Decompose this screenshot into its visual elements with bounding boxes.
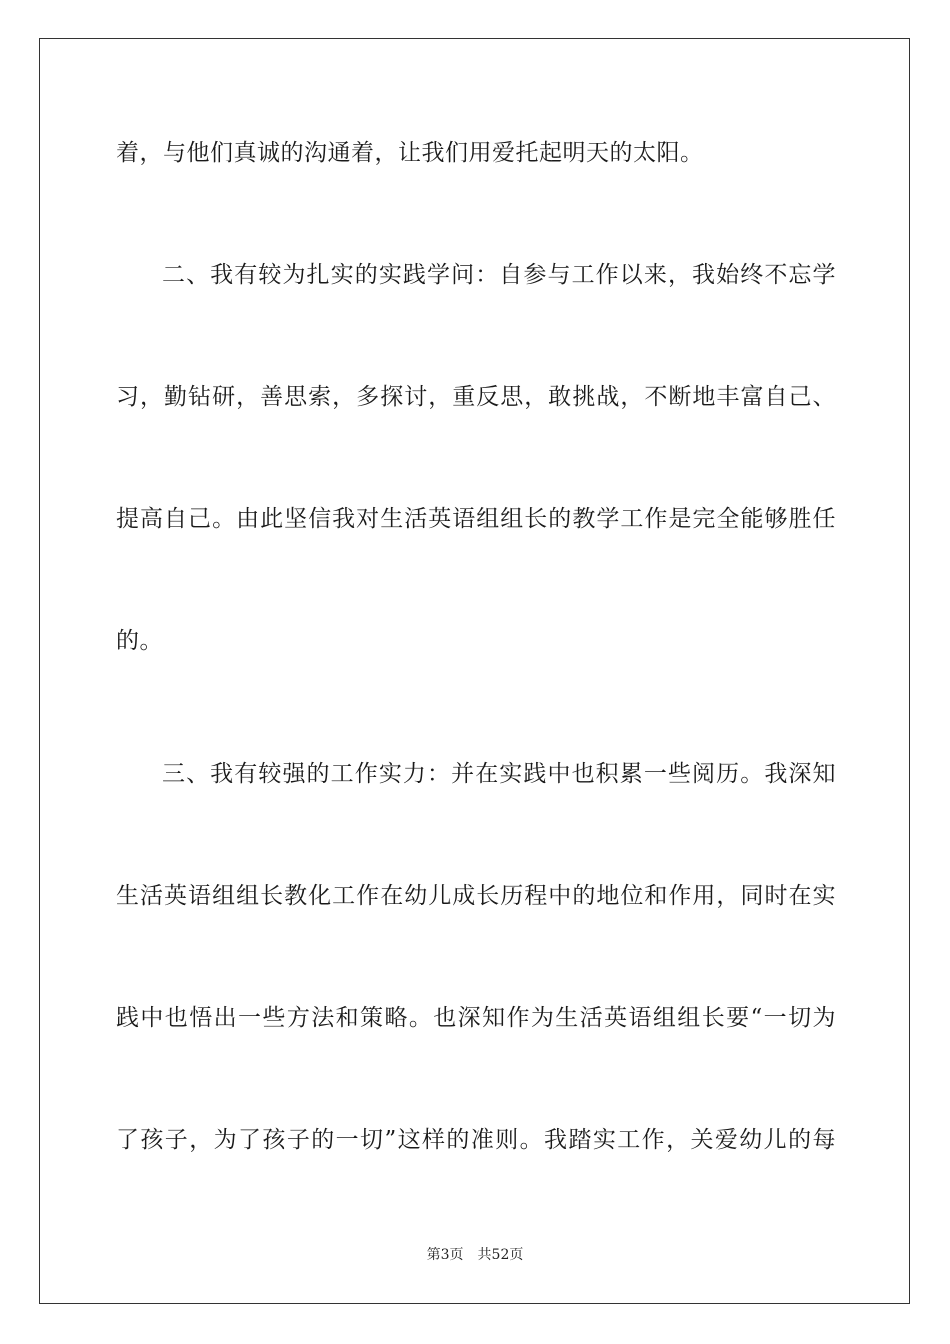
paragraph-line-7: 生活英语组组长教化工作在幼儿成长历程中的地位和作用，同时在实 bbox=[116, 883, 836, 909]
paragraph-line-2: 二、我有较为扎实的实践学问：自参与工作以来，我始终不忘学 bbox=[162, 262, 836, 288]
paragraph-line-1: 着，与他们真诚的沟通着，让我们用爱托起明天的太阳。 bbox=[116, 140, 704, 166]
page-number: 第3页 bbox=[426, 1247, 464, 1263]
page-border bbox=[39, 38, 910, 1304]
paragraph-line-9: 了孩子，为了孩子的一切”这样的准则。我踏实工作，关爱幼儿的每 bbox=[116, 1127, 836, 1153]
paragraph-line-6: 三、我有较强的工作实力：并在实践中也积累一些阅历。我深知 bbox=[162, 761, 836, 787]
paragraph-line-4: 提高自己。由此坚信我对生活英语组组长的教学工作是完全能够胜任 bbox=[116, 506, 836, 532]
page-footer bbox=[0, 1246, 950, 1264]
paragraph-line-8: 践中也悟出一些方法和策略。也深知作为生活英语组组长要“一切为 bbox=[116, 1005, 836, 1031]
page-total: 共52页 bbox=[477, 1247, 524, 1263]
paragraph-line-3: 习，勤钻研，善思索，多探讨，重反思，敢挑战，不断地丰富自己、 bbox=[116, 384, 836, 410]
paragraph-line-5: 的。 bbox=[116, 628, 163, 654]
